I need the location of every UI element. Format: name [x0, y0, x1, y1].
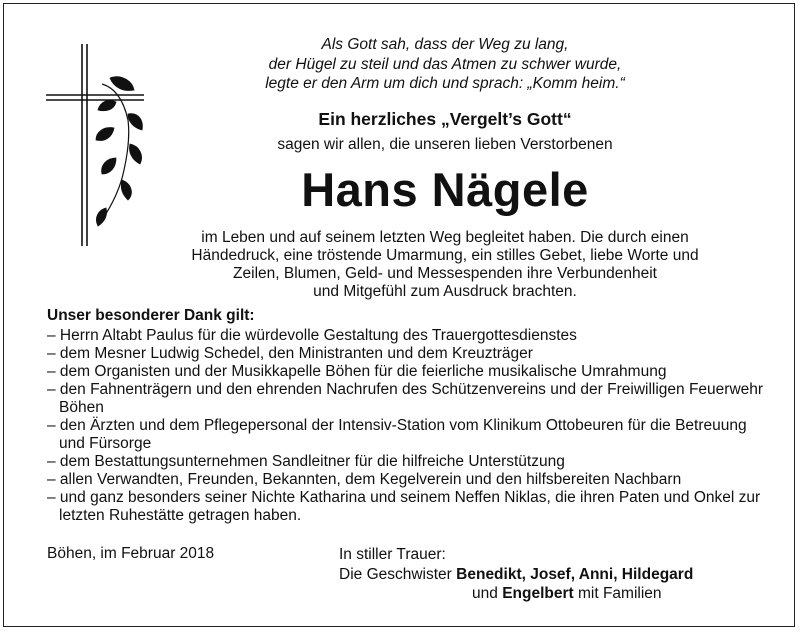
poem-line: legte er den Arm um dich und sprach: „Komm heim.“	[265, 75, 625, 92]
siblings-row	[339, 565, 693, 585]
intro-line: Zeilen, Blumen, Geld- und Messespenden ihre Verbundenheit	[233, 265, 657, 282]
list-item: – dem Bestattungsunternehmen Sandleitner für die hilfreiche Unterstützung	[47, 453, 565, 470]
poem	[210, 35, 680, 94]
deceased-name: Hans Nägele	[301, 163, 589, 216]
intro-line: im Leben und auf seinem letzten Weg begleitet haben. Die durch einen	[201, 229, 689, 246]
poem-line: der Hügel zu steil und das Atmen zu schwer wurde,	[268, 55, 622, 73]
list-item: – dem Organisten und der Musikkapelle Böhen für die feierliche musikalische Umrahmung	[47, 363, 667, 380]
and-word: und	[472, 585, 498, 602]
thanks-title: Ein herzliches „Vergelt’s Gott“	[318, 109, 572, 129]
last-sibling-name: Engelbert	[502, 585, 574, 602]
intro-line: Händedruck, eine tröstende Umarmung, ein stilles Gebet, liebe Worte und	[191, 247, 699, 264]
mourning-label: In stiller Trauer:	[339, 546, 446, 563]
family-label: Die Geschwister	[339, 565, 452, 583]
list-item: – und ganz besonders seiner Nichte Katharina und seinem Neffen Niklas, die ihren Paten und Onkel zur letzten Ruhestätte getragen haben.	[47, 489, 761, 524]
list-item: – den Ärzten und dem Pflegepersonal der Intensiv-Station vom Klinikum Ottobeuren für die Betreuung und Fürsorge	[47, 417, 747, 452]
cross-with-ivy-icon	[44, 40, 154, 250]
intro-text	[155, 229, 735, 301]
intro-line: und Mitgefühl zum Ausdruck brachten.	[313, 283, 577, 300]
thanks-subtitle: sagen wir allen, die unseren lieben Verstorbenen	[277, 136, 613, 153]
list-item: – dem Mesner Ludwig Schedel, den Ministranten und dem Kreuzträger	[47, 345, 533, 362]
list-item: – den Fahnenträgern und den ehrenden Nachrufen des Schützenvereins und der Freiwilligen Feuerwehr Böhen	[47, 381, 764, 416]
with-families: mit Familien	[577, 585, 662, 602]
place-date: Böhen, im Februar 2018	[47, 545, 215, 562]
mourning-signature	[339, 545, 693, 604]
last-sibling-row	[339, 584, 693, 604]
list-item: – Herrn Altabt Paulus für die würdevolle Gestaltung des Trauergottesdienstes	[47, 327, 577, 344]
special-thanks-list	[47, 327, 767, 525]
special-thanks-heading: Unser besonderer Dank gilt:	[47, 307, 255, 324]
siblings-names: Benedikt, Josef, Anni, Hildegard	[456, 565, 694, 583]
list-item: – allen Verwandten, Freunden, Bekannten, dem Kegelverein und den hilfsbereiten Nachbarn	[47, 471, 682, 488]
poem-line: Als Gott sah, dass der Weg zu lang,	[321, 36, 569, 53]
